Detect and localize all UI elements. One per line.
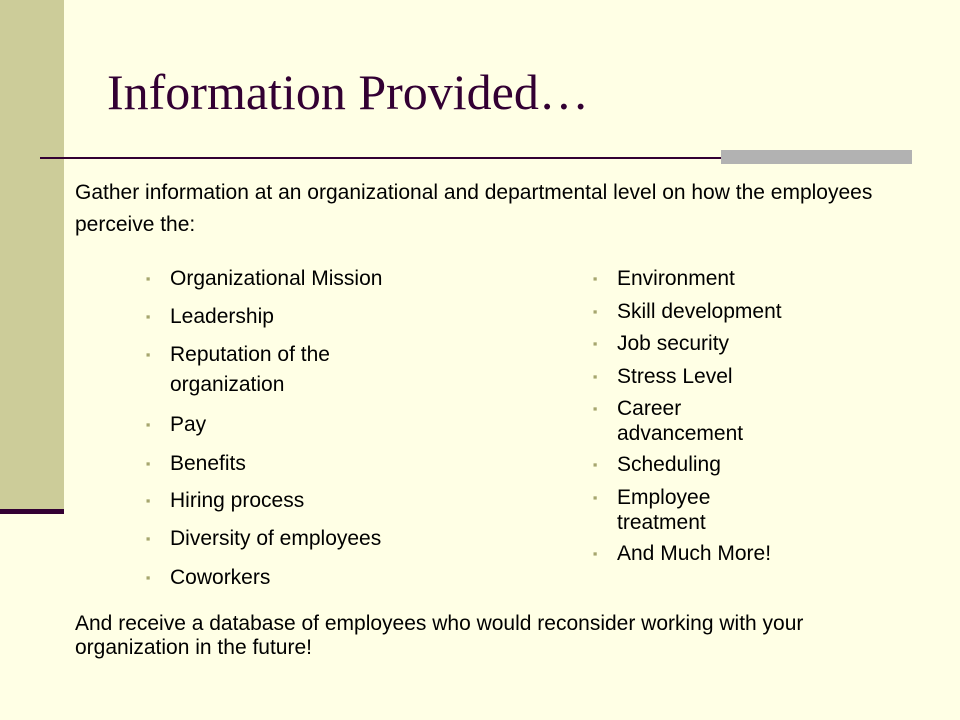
title-divider-accent — [721, 150, 912, 164]
list-item-label: Scheduling — [617, 453, 721, 476]
bullet-icon: ▪ — [592, 369, 598, 384]
list-item-label: Reputation of the organization — [170, 343, 330, 396]
list-item-label: And Much More! — [617, 542, 772, 565]
bullet-icon: ▪ — [592, 336, 598, 351]
list-item — [592, 485, 767, 535]
list-item — [592, 364, 733, 389]
list-item — [592, 266, 735, 291]
outro-text: And receive a database of employees who would reconsider working with your organization in the future! — [75, 612, 804, 659]
left-accent-bar — [0, 0, 64, 511]
list-item-label: Coworkers — [170, 566, 271, 589]
list-item-label: Skill development — [617, 300, 782, 323]
list-item-label: Hiring process — [170, 489, 305, 512]
list-item-label: Stress Level — [617, 365, 733, 388]
list-item — [145, 486, 305, 516]
list-item — [592, 541, 772, 566]
bullet-icon: ▪ — [145, 570, 151, 585]
bullet-icon: ▪ — [145, 531, 151, 546]
list-item — [145, 410, 207, 440]
bullet-icon: ▪ — [592, 304, 598, 319]
list-item-label: Leadership — [170, 305, 274, 328]
bullet-icon: ▪ — [145, 347, 151, 362]
bullet-icon: ▪ — [592, 271, 598, 286]
bullet-icon: ▪ — [145, 456, 151, 471]
list-item — [145, 264, 383, 294]
list-item-label: Career advancement — [617, 397, 744, 445]
bullet-icon: ▪ — [592, 401, 598, 416]
bullet-icon: ▪ — [592, 546, 598, 561]
list-item — [145, 302, 274, 332]
list-item — [592, 299, 782, 324]
list-item-label: Organizational Mission — [170, 267, 383, 290]
bullet-icon: ▪ — [592, 490, 598, 505]
list-item-label: Employee treatment — [617, 486, 711, 534]
bullet-icon: ▪ — [592, 457, 598, 472]
list-item-label: Pay — [170, 413, 207, 436]
list-item-label: Environment — [617, 267, 735, 290]
list-item — [145, 449, 246, 479]
list-item — [592, 396, 792, 446]
list-item-label: Benefits — [170, 452, 246, 475]
left-accent-bar-cap — [0, 509, 64, 514]
list-item — [592, 331, 730, 356]
intro-text: Gather information at an organizational and departmental level on how the employees perceive the: — [75, 181, 873, 236]
bullet-icon: ▪ — [145, 417, 151, 432]
bullet-icon: ▪ — [145, 493, 151, 508]
bullet-icon: ▪ — [145, 309, 151, 324]
bullet-icon: ▪ — [145, 271, 151, 286]
list-item-label: Diversity of employees — [170, 527, 382, 550]
list-item-label: Job security — [617, 332, 730, 355]
list-item — [145, 524, 382, 554]
list-item — [145, 340, 400, 400]
slide-title: Information Provided… — [107, 64, 589, 120]
list-item — [145, 563, 271, 593]
list-item — [592, 452, 721, 477]
